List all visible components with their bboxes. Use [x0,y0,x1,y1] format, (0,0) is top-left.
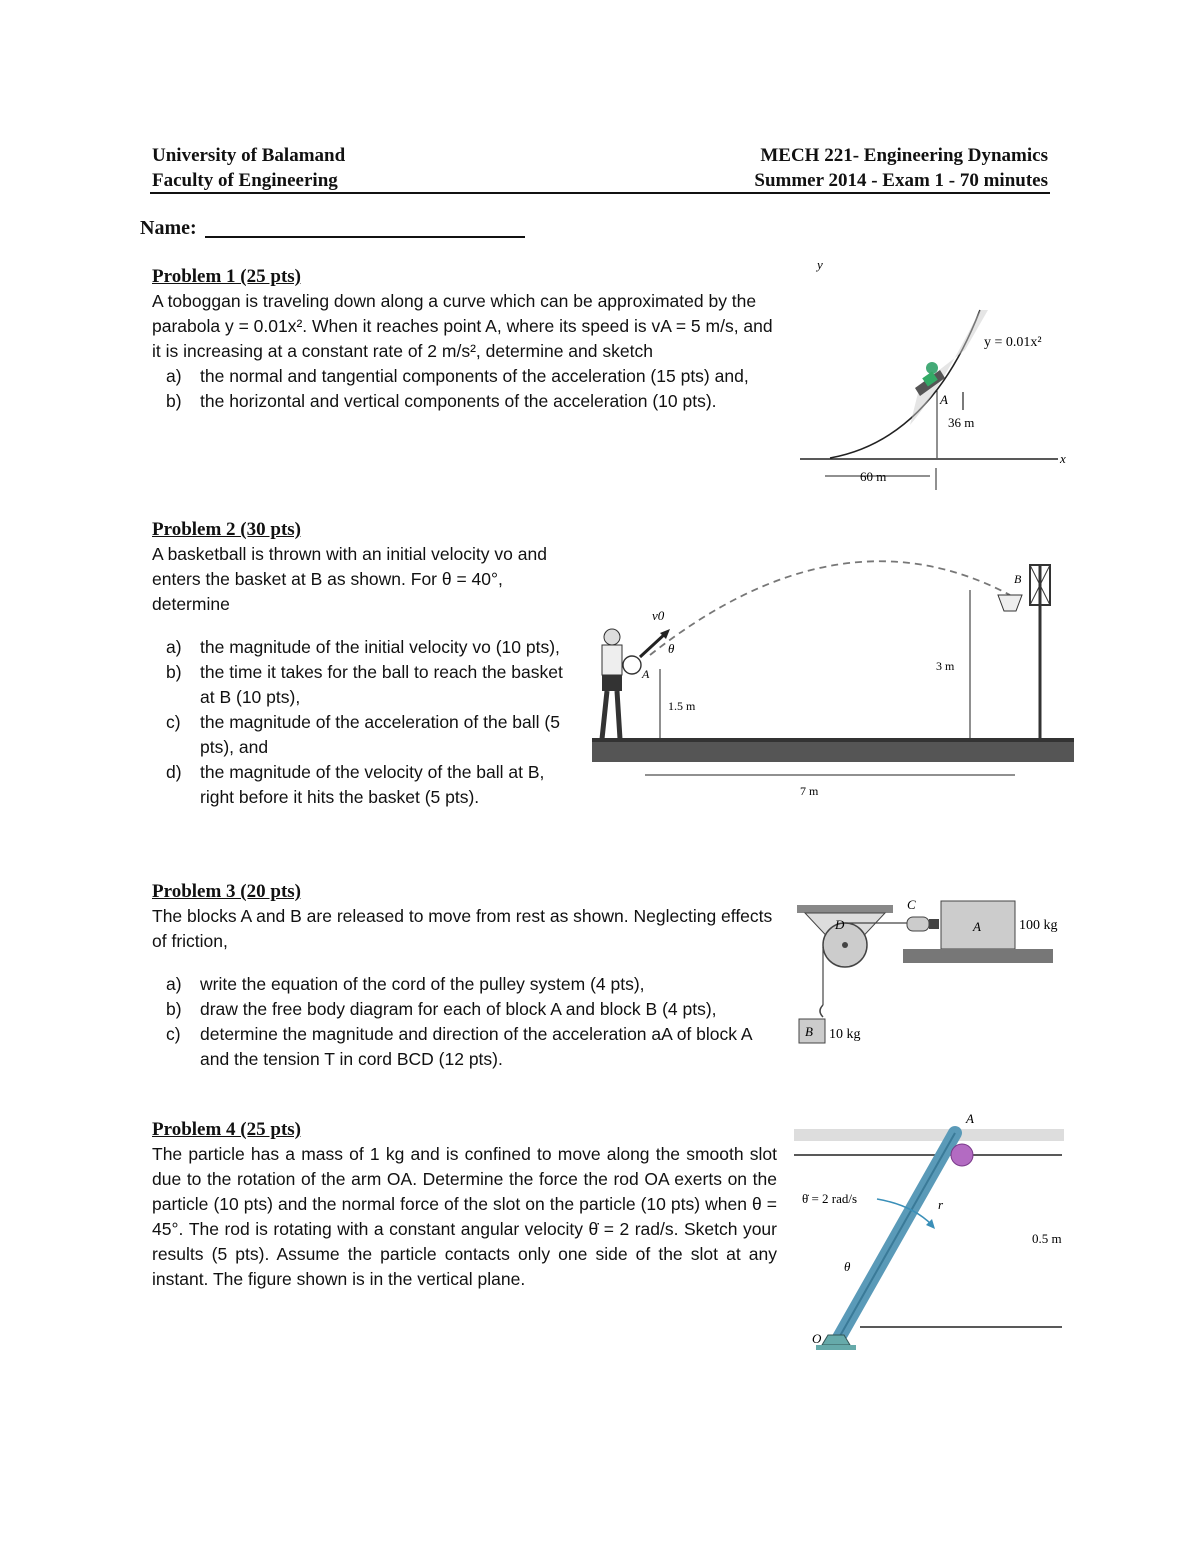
point-c-label: C [907,897,916,912]
problem-2-figure [590,545,1080,810]
name-label: Name: [140,217,197,239]
block-b-label: B [805,1024,813,1039]
point-a-label: A [940,392,948,407]
velocity-label: v0 [652,608,665,623]
problem-4-intro: The particle has a mass of 1 kg and is confined to move along the smooth slot due to the rotation of the arm OA. Determine the force the rod OA exerts on the particle (10 pts) and the normal force of the slot on the particle (10 pts) when θ = 45°. The rod is rotating with a constant angular velocity θ̇ = 2 rad/s. Sketch your results (5 pts). Assume the particle contacts only one side of the slot at any instant. The figure shown is in the vertical plane. [152,1144,777,1289]
point-a-label: A [966,1111,974,1126]
problem-2-title: Problem 2 (30 pts) [152,519,301,540]
problem-1-intro: A toboggan is traveling down along a curve which can be approximated by the parabola y = 0.01x². When it reaches point A, where its speed is vA = 5 m/s, and it is increasing at a constant rate of 2 m/s², determine and sketch [152,291,773,361]
ground [592,740,1074,762]
block-a-label: A [973,919,981,934]
header-right [700,143,1048,193]
slot-top-band [794,1129,1064,1141]
problem-4-figure [792,1105,1082,1365]
problem-1 [152,265,782,414]
table-surface [903,949,1053,963]
header-left [152,143,345,193]
problem-4 [152,1118,777,1292]
distance-label: 60 m [860,469,887,484]
list-item: a) the normal and tangential components of the acceleration (15 pts) and, [166,366,749,386]
header-rule [150,192,1050,194]
angle-label: θ [668,641,675,656]
name-field-line[interactable] [205,236,525,238]
point-o-label: O [812,1331,822,1346]
list-item: b) the time it takes for the ball to reach the basket at B (10 pts), [166,662,563,707]
mass-a-label: 100 kg [1019,918,1058,933]
distance-label: 7 m [800,784,819,798]
list-item: a) write the equation of the cord of the pulley system (4 pts), [166,974,645,994]
angle-label: θ [844,1259,851,1274]
particle [951,1144,973,1166]
point-a-label: A [642,667,650,681]
point-b-label: B [1014,572,1022,586]
problem-3-items [152,972,777,1072]
problem-3 [152,880,777,1072]
basketball-hoop-icon [998,565,1050,740]
list-item: b) the horizontal and vertical components of the acceleration (10 pts). [166,391,717,411]
problem-3-figure [795,895,1075,1070]
rotation-rate-label: θ̇ = 2 rad/s [802,1191,858,1206]
pulley-label: D [835,917,845,932]
pulley-c-icon [907,917,939,931]
list-item: b) draw the free body diagram for each of block A and block B (4 pts), [166,999,717,1019]
basket-height-label: 3 m [936,659,955,673]
problem-3-title: Problem 3 (20 pts) [152,881,301,902]
course-title: MECH 221- Engineering Dynamics [760,145,1048,166]
mass-b-label: 10 kg [829,1027,861,1042]
problem-1-items [152,364,782,414]
problem-2-items [152,635,577,810]
problem-4-title: Problem 4 (25 pts) [152,1119,301,1140]
list-item: c) the magnitude of the acceleration of the ball (5 pts), and [166,712,560,757]
problem-1-title: Problem 1 (25 pts) [152,266,301,287]
x-axis-label: x [1060,451,1066,466]
pulley-support [797,905,893,913]
basketball-player-icon [602,629,641,739]
list-item: c) determine the magnitude and direction of the acceleration aA of block A and the tension T in cord BCD (12 pts). [166,1024,752,1069]
problem-1-figure [790,250,1080,495]
university-name: University of Balamand [152,145,346,166]
trajectory-path [650,561,1010,655]
list-item: d) the magnitude of the velocity of the ball at B, right before it hits the basket (5 pts). [166,762,545,807]
slope-shading [910,310,988,425]
problem-2-intro: A basketball is thrown with an initial velocity vo and enters the basket at B as shown. For θ = 40°, determine [152,544,547,614]
height-label: 36 m [948,415,975,430]
exam-info: Summer 2014 - Exam 1 - 70 minutes [754,170,1048,191]
problem-3-intro: The blocks A and B are released to move from rest as shown. Neglecting effects of friction, [152,906,773,951]
faculty-name: Faculty of Engineering [152,170,338,191]
release-height-label: 1.5 m [668,699,696,713]
gap-label: 0.5 m [1032,1231,1062,1246]
y-axis-label: y [817,257,823,272]
radius-label: r [938,1197,944,1212]
list-item: a) the magnitude of the initial velocity vo (10 pts), [166,637,560,657]
parabola-curve [830,310,980,458]
problem-2 [152,518,577,810]
curve-equation-label: y = 0.01x² [984,335,1042,350]
